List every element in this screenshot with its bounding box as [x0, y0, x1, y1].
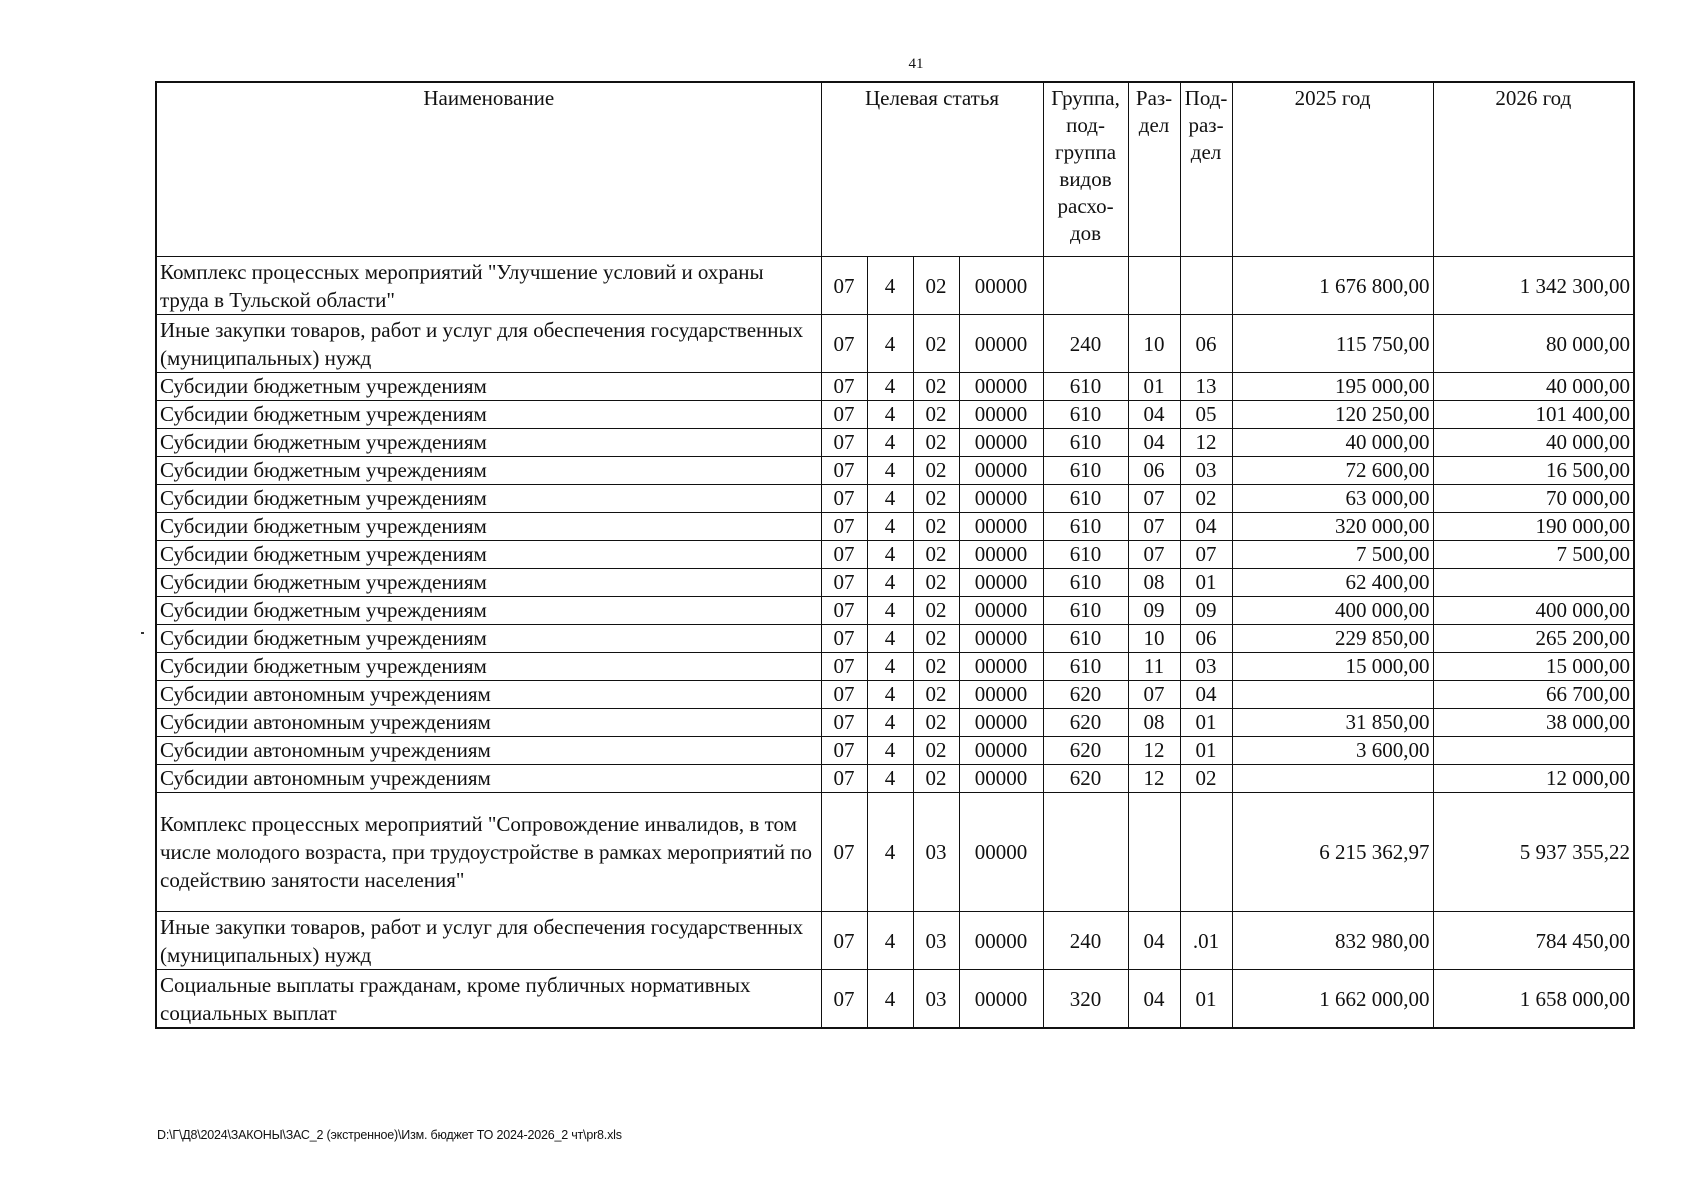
amount-2025: 320 000,00: [1232, 513, 1433, 541]
section: [1128, 257, 1180, 315]
expense-group: 610: [1043, 625, 1128, 653]
target-direction: 00000: [959, 513, 1043, 541]
target-item: 02: [913, 401, 959, 429]
target-program: 07: [821, 485, 867, 513]
subsection: 06: [1180, 625, 1232, 653]
expense-group: 620: [1043, 737, 1128, 765]
section: 08: [1128, 569, 1180, 597]
subsection: 01: [1180, 737, 1232, 765]
row-name: Социальные выплаты гражданам, кроме публичных нормативных социальных выплат: [156, 970, 821, 1029]
section: 07: [1128, 541, 1180, 569]
section: 01: [1128, 373, 1180, 401]
table-row: [156, 513, 1634, 541]
row-name: Субсидии бюджетным учреждениям: [156, 569, 821, 597]
page-number: 41: [908, 56, 924, 72]
target-subprogram: 4: [867, 970, 913, 1029]
row-name: Комплекс процессных мероприятий "Сопровождение инвалидов, в том числе молодого возраста, при трудоустройстве в рамках мероприятий по содействию занятости населения": [156, 793, 821, 912]
target-subprogram: 4: [867, 401, 913, 429]
expense-group: [1043, 793, 1128, 912]
scan-mark: [141, 632, 144, 634]
amount-2026: 40 000,00: [1433, 373, 1634, 401]
target-program: 07: [821, 737, 867, 765]
expense-group: 610: [1043, 429, 1128, 457]
table-row: [156, 373, 1634, 401]
amount-2025: 40 000,00: [1232, 429, 1433, 457]
target-item: 02: [913, 457, 959, 485]
target-subprogram: 4: [867, 793, 913, 912]
header-year-2025: 2025 год: [1232, 82, 1433, 257]
row-name: Субсидии бюджетным учреждениям: [156, 597, 821, 625]
table-row: [156, 737, 1634, 765]
table-row: [156, 709, 1634, 737]
amount-2025: 115 750,00: [1232, 315, 1433, 373]
expense-group: 610: [1043, 485, 1128, 513]
row-name: Субсидии бюджетным учреждениям: [156, 401, 821, 429]
row-name: Субсидии бюджетным учреждениям: [156, 541, 821, 569]
expense-group: 620: [1043, 681, 1128, 709]
target-program: 07: [821, 373, 867, 401]
amount-2025: 1 676 800,00: [1232, 257, 1433, 315]
target-direction: 00000: [959, 373, 1043, 401]
expense-group: 610: [1043, 569, 1128, 597]
table-row: [156, 597, 1634, 625]
section: 12: [1128, 765, 1180, 793]
target-direction: 00000: [959, 485, 1043, 513]
target-subprogram: 4: [867, 709, 913, 737]
target-subprogram: 4: [867, 457, 913, 485]
target-subprogram: 4: [867, 597, 913, 625]
subsection: 02: [1180, 485, 1232, 513]
target-program: 07: [821, 653, 867, 681]
row-name: Субсидии бюджетным учреждениям: [156, 429, 821, 457]
row-name: Иные закупки товаров, работ и услуг для обеспечения государственных (муниципальных) нужд: [156, 315, 821, 373]
amount-2026: 7 500,00: [1433, 541, 1634, 569]
amount-2025: [1232, 681, 1433, 709]
subsection: 07: [1180, 541, 1232, 569]
section: 04: [1128, 401, 1180, 429]
amount-2026: 40 000,00: [1433, 429, 1634, 457]
expense-group: 610: [1043, 401, 1128, 429]
section: 11: [1128, 653, 1180, 681]
subsection: 01: [1180, 569, 1232, 597]
target-program: 07: [821, 257, 867, 315]
target-program: 07: [821, 315, 867, 373]
subsection: 06: [1180, 315, 1232, 373]
amount-2025: 72 600,00: [1232, 457, 1433, 485]
target-item: 02: [913, 513, 959, 541]
target-direction: 00000: [959, 653, 1043, 681]
budget-table: [155, 81, 1635, 1029]
row-name: Комплекс процессных мероприятий "Улучшение условий и охраны труда в Тульской области": [156, 257, 821, 315]
target-direction: 00000: [959, 709, 1043, 737]
amount-2026: 190 000,00: [1433, 513, 1634, 541]
target-direction: 00000: [959, 597, 1043, 625]
header-expense-group: Группа, под- группа видов расхо- дов: [1043, 82, 1128, 257]
expense-group: 610: [1043, 373, 1128, 401]
amount-2025: 63 000,00: [1232, 485, 1433, 513]
section: 07: [1128, 681, 1180, 709]
target-direction: 00000: [959, 429, 1043, 457]
row-name: Иные закупки товаров, работ и услуг для обеспечения государственных (муниципальных) нужд: [156, 912, 821, 970]
subsection: 04: [1180, 513, 1232, 541]
table-header-row: [156, 82, 1634, 257]
amount-2025: 62 400,00: [1232, 569, 1433, 597]
row-name: Субсидии автономным учреждениям: [156, 709, 821, 737]
target-item: 02: [913, 315, 959, 373]
table-row: [156, 765, 1634, 793]
target-program: 07: [821, 625, 867, 653]
target-item: 03: [913, 912, 959, 970]
table-row: [156, 429, 1634, 457]
section: 10: [1128, 315, 1180, 373]
target-subprogram: 4: [867, 653, 913, 681]
target-direction: 00000: [959, 912, 1043, 970]
subsection: 03: [1180, 457, 1232, 485]
target-item: 02: [913, 765, 959, 793]
target-program: 07: [821, 513, 867, 541]
target-item: 02: [913, 597, 959, 625]
header-name: Наименование: [156, 82, 821, 257]
target-program: 07: [821, 681, 867, 709]
row-name: Субсидии автономным учреждениям: [156, 681, 821, 709]
amount-2026: 16 500,00: [1433, 457, 1634, 485]
amount-2026: 15 000,00: [1433, 653, 1634, 681]
header-section: Раз- дел: [1128, 82, 1180, 257]
amount-2025: 7 500,00: [1232, 541, 1433, 569]
target-direction: 00000: [959, 625, 1043, 653]
amount-2026: 1 658 000,00: [1433, 970, 1634, 1029]
target-subprogram: 4: [867, 315, 913, 373]
target-subprogram: 4: [867, 257, 913, 315]
target-program: 07: [821, 457, 867, 485]
target-direction: 00000: [959, 401, 1043, 429]
table-row: [156, 681, 1634, 709]
subsection: 03: [1180, 653, 1232, 681]
subsection: 01: [1180, 970, 1232, 1029]
expense-group: 320: [1043, 970, 1128, 1029]
target-direction: 00000: [959, 681, 1043, 709]
row-name: Субсидии автономным учреждениям: [156, 737, 821, 765]
target-subprogram: 4: [867, 485, 913, 513]
header-subsection: Под- раз- дел: [1180, 82, 1232, 257]
table-row: [156, 457, 1634, 485]
target-program: 07: [821, 541, 867, 569]
target-subprogram: 4: [867, 541, 913, 569]
target-direction: 00000: [959, 569, 1043, 597]
subsection: 01: [1180, 709, 1232, 737]
row-name: Субсидии бюджетным учреждениям: [156, 457, 821, 485]
target-item: 02: [913, 569, 959, 597]
section: 04: [1128, 429, 1180, 457]
amount-2025: 400 000,00: [1232, 597, 1433, 625]
section: 10: [1128, 625, 1180, 653]
amount-2025: 31 850,00: [1232, 709, 1433, 737]
table-row: [156, 793, 1634, 912]
section: 07: [1128, 485, 1180, 513]
target-direction: 00000: [959, 315, 1043, 373]
header-year-2026: 2026 год: [1433, 82, 1634, 257]
file-path-footer: D:\Г\Д8\2024\ЗАКОНЫ\ЗАС_2 (экстренное)\Изм. бюджет ТО 2024-2026_2 чт\pr8.xls: [157, 1128, 622, 1142]
expense-group: 240: [1043, 912, 1128, 970]
target-subprogram: 4: [867, 912, 913, 970]
table-row: [156, 257, 1634, 315]
table-row: [156, 541, 1634, 569]
amount-2025: 229 850,00: [1232, 625, 1433, 653]
expense-group: 620: [1043, 709, 1128, 737]
target-direction: 00000: [959, 541, 1043, 569]
target-direction: 00000: [959, 765, 1043, 793]
target-item: 02: [913, 625, 959, 653]
row-name: Субсидии бюджетным учреждениям: [156, 625, 821, 653]
target-subprogram: 4: [867, 513, 913, 541]
target-program: 07: [821, 970, 867, 1029]
target-item: 02: [913, 257, 959, 315]
subsection: 04: [1180, 681, 1232, 709]
expense-group: 610: [1043, 457, 1128, 485]
amount-2026: 265 200,00: [1433, 625, 1634, 653]
table-row: [156, 315, 1634, 373]
row-name: Субсидии бюджетным учреждениям: [156, 485, 821, 513]
target-program: 07: [821, 597, 867, 625]
expense-group: 610: [1043, 653, 1128, 681]
target-subprogram: 4: [867, 429, 913, 457]
amount-2025: 3 600,00: [1232, 737, 1433, 765]
target-program: 07: [821, 569, 867, 597]
section: 12: [1128, 737, 1180, 765]
target-program: 07: [821, 429, 867, 457]
target-direction: 00000: [959, 457, 1043, 485]
target-direction: 00000: [959, 737, 1043, 765]
amount-2026: 5 937 355,22: [1433, 793, 1634, 912]
row-name: Субсидии бюджетным учреждениям: [156, 513, 821, 541]
amount-2026: 784 450,00: [1433, 912, 1634, 970]
subsection: 09: [1180, 597, 1232, 625]
expense-group: 610: [1043, 597, 1128, 625]
target-subprogram: 4: [867, 625, 913, 653]
table-row: [156, 485, 1634, 513]
target-item: 02: [913, 653, 959, 681]
amount-2025: 832 980,00: [1232, 912, 1433, 970]
section: [1128, 793, 1180, 912]
amount-2025: 15 000,00: [1232, 653, 1433, 681]
subsection: 05: [1180, 401, 1232, 429]
target-subprogram: 4: [867, 737, 913, 765]
target-item: 02: [913, 737, 959, 765]
expense-group: 620: [1043, 765, 1128, 793]
expense-group: 240: [1043, 315, 1128, 373]
target-program: 07: [821, 401, 867, 429]
table-row: [156, 569, 1634, 597]
target-subprogram: 4: [867, 681, 913, 709]
amount-2026: 12 000,00: [1433, 765, 1634, 793]
target-item: 02: [913, 373, 959, 401]
target-subprogram: 4: [867, 373, 913, 401]
section: 06: [1128, 457, 1180, 485]
amount-2025: [1232, 765, 1433, 793]
subsection: [1180, 793, 1232, 912]
row-name: Субсидии автономным учреждениям: [156, 765, 821, 793]
amount-2026: 66 700,00: [1433, 681, 1634, 709]
target-subprogram: 4: [867, 765, 913, 793]
header-target-article: Целевая статья: [821, 82, 1043, 257]
subsection: 13: [1180, 373, 1232, 401]
target-item: 02: [913, 681, 959, 709]
amount-2025: 1 662 000,00: [1232, 970, 1433, 1029]
amount-2026: 80 000,00: [1433, 315, 1634, 373]
table-row: [156, 912, 1634, 970]
target-direction: 00000: [959, 793, 1043, 912]
target-item: 02: [913, 429, 959, 457]
section: 04: [1128, 912, 1180, 970]
target-item: 02: [913, 709, 959, 737]
table-row: [156, 970, 1634, 1029]
expense-group: 610: [1043, 513, 1128, 541]
amount-2025: 195 000,00: [1232, 373, 1433, 401]
expense-group: 610: [1043, 541, 1128, 569]
subsection: [1180, 257, 1232, 315]
section: 07: [1128, 513, 1180, 541]
section: 09: [1128, 597, 1180, 625]
section: 04: [1128, 970, 1180, 1029]
table-row: [156, 625, 1634, 653]
amount-2026: 1 342 300,00: [1433, 257, 1634, 315]
subsection: 12: [1180, 429, 1232, 457]
subsection: 02: [1180, 765, 1232, 793]
amount-2026: [1433, 737, 1634, 765]
row-name: Субсидии бюджетным учреждениям: [156, 373, 821, 401]
table-row: [156, 653, 1634, 681]
amount-2026: 70 000,00: [1433, 485, 1634, 513]
amount-2025: 6 215 362,97: [1232, 793, 1433, 912]
target-item: 03: [913, 793, 959, 912]
target-program: 07: [821, 709, 867, 737]
target-item: 03: [913, 970, 959, 1029]
amount-2026: 38 000,00: [1433, 709, 1634, 737]
subsection: .01: [1180, 912, 1232, 970]
target-program: 07: [821, 765, 867, 793]
amount-2026: 400 000,00: [1433, 597, 1634, 625]
target-direction: 00000: [959, 257, 1043, 315]
target-program: 07: [821, 912, 867, 970]
target-program: 07: [821, 793, 867, 912]
row-name: Субсидии бюджетным учреждениям: [156, 653, 821, 681]
expense-group: [1043, 257, 1128, 315]
target-direction: 00000: [959, 970, 1043, 1029]
amount-2026: [1433, 569, 1634, 597]
table-row: [156, 401, 1634, 429]
target-item: 02: [913, 541, 959, 569]
target-subprogram: 4: [867, 569, 913, 597]
amount-2025: 120 250,00: [1232, 401, 1433, 429]
section: 08: [1128, 709, 1180, 737]
target-item: 02: [913, 485, 959, 513]
amount-2026: 101 400,00: [1433, 401, 1634, 429]
